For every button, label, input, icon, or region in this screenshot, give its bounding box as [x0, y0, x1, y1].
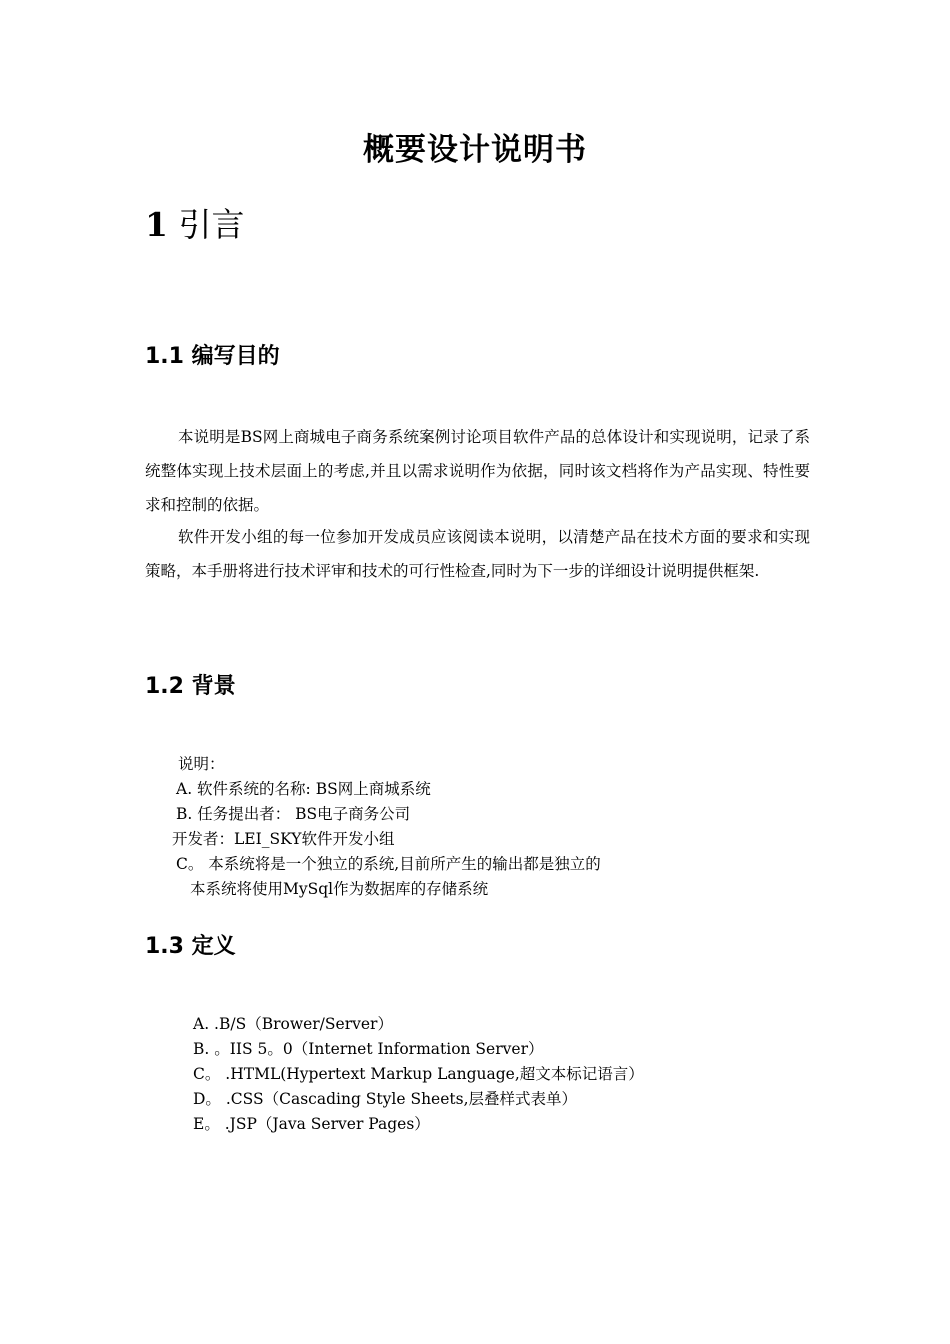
document-title: 概要设计说明书 — [363, 132, 587, 168]
text-line: 本系统将使用MySql作为数据库的存储系统 — [190, 880, 489, 898]
definition-item: A. .B/S（Brower/Server） — [193, 1015, 393, 1033]
section-body-background — [172, 752, 812, 902]
text-line: B. 任务提出者： BS电子商务公司 — [176, 805, 411, 823]
section-heading-definitions: 1.3 定义 — [145, 934, 236, 959]
section-heading-purpose: 1.1 编写目的 — [145, 344, 280, 369]
paragraph: 软件开发小组的每一位参加开发成员应该阅读本说明，以清楚产品在技术方面的要求和实现策略，本手册将进行技术评审和技术的可行性检查,同时为下一步的详细设计说明提供框架. — [145, 528, 810, 580]
chapter-title: 引言 — [178, 205, 245, 244]
paragraph: 本说明是BS网上商城电子商务系统案例讨论项目软件产品的总体设计和实现说明，记录了系统整体实现上技术层面上的考虑,并且以需求说明作为依据，同时该文档将作为产品实现、特性要求和控制的依据。 — [145, 428, 810, 514]
definition-item: B. 。IIS 5。0（Internet Information Server） — [193, 1040, 544, 1058]
text-line: A. 软件系统的名称: BS网上商城系统 — [176, 780, 431, 798]
chapter-heading — [145, 200, 244, 250]
section-heading-background: 1.2 背景 — [145, 674, 236, 699]
definition-item: E。 .JSP（Java Server Pages） — [193, 1115, 430, 1133]
section-body-definitions — [193, 1012, 793, 1137]
section-body-purpose — [145, 420, 810, 588]
text-line: C。 本系统将是一个独立的系统,目前所产生的输出都是独立的 — [176, 855, 601, 873]
definition-item: D。 .CSS（Cascading Style Sheets,层叠样式表单） — [193, 1090, 578, 1108]
definition-item: C。 .HTML(Hypertext Markup Language,超文本标记语言） — [193, 1065, 644, 1083]
text-line: 说明： — [178, 755, 225, 773]
text-line: 开发者：LEI_SKY软件开发小组 — [172, 830, 395, 848]
chapter-number: 1 — [145, 205, 168, 244]
